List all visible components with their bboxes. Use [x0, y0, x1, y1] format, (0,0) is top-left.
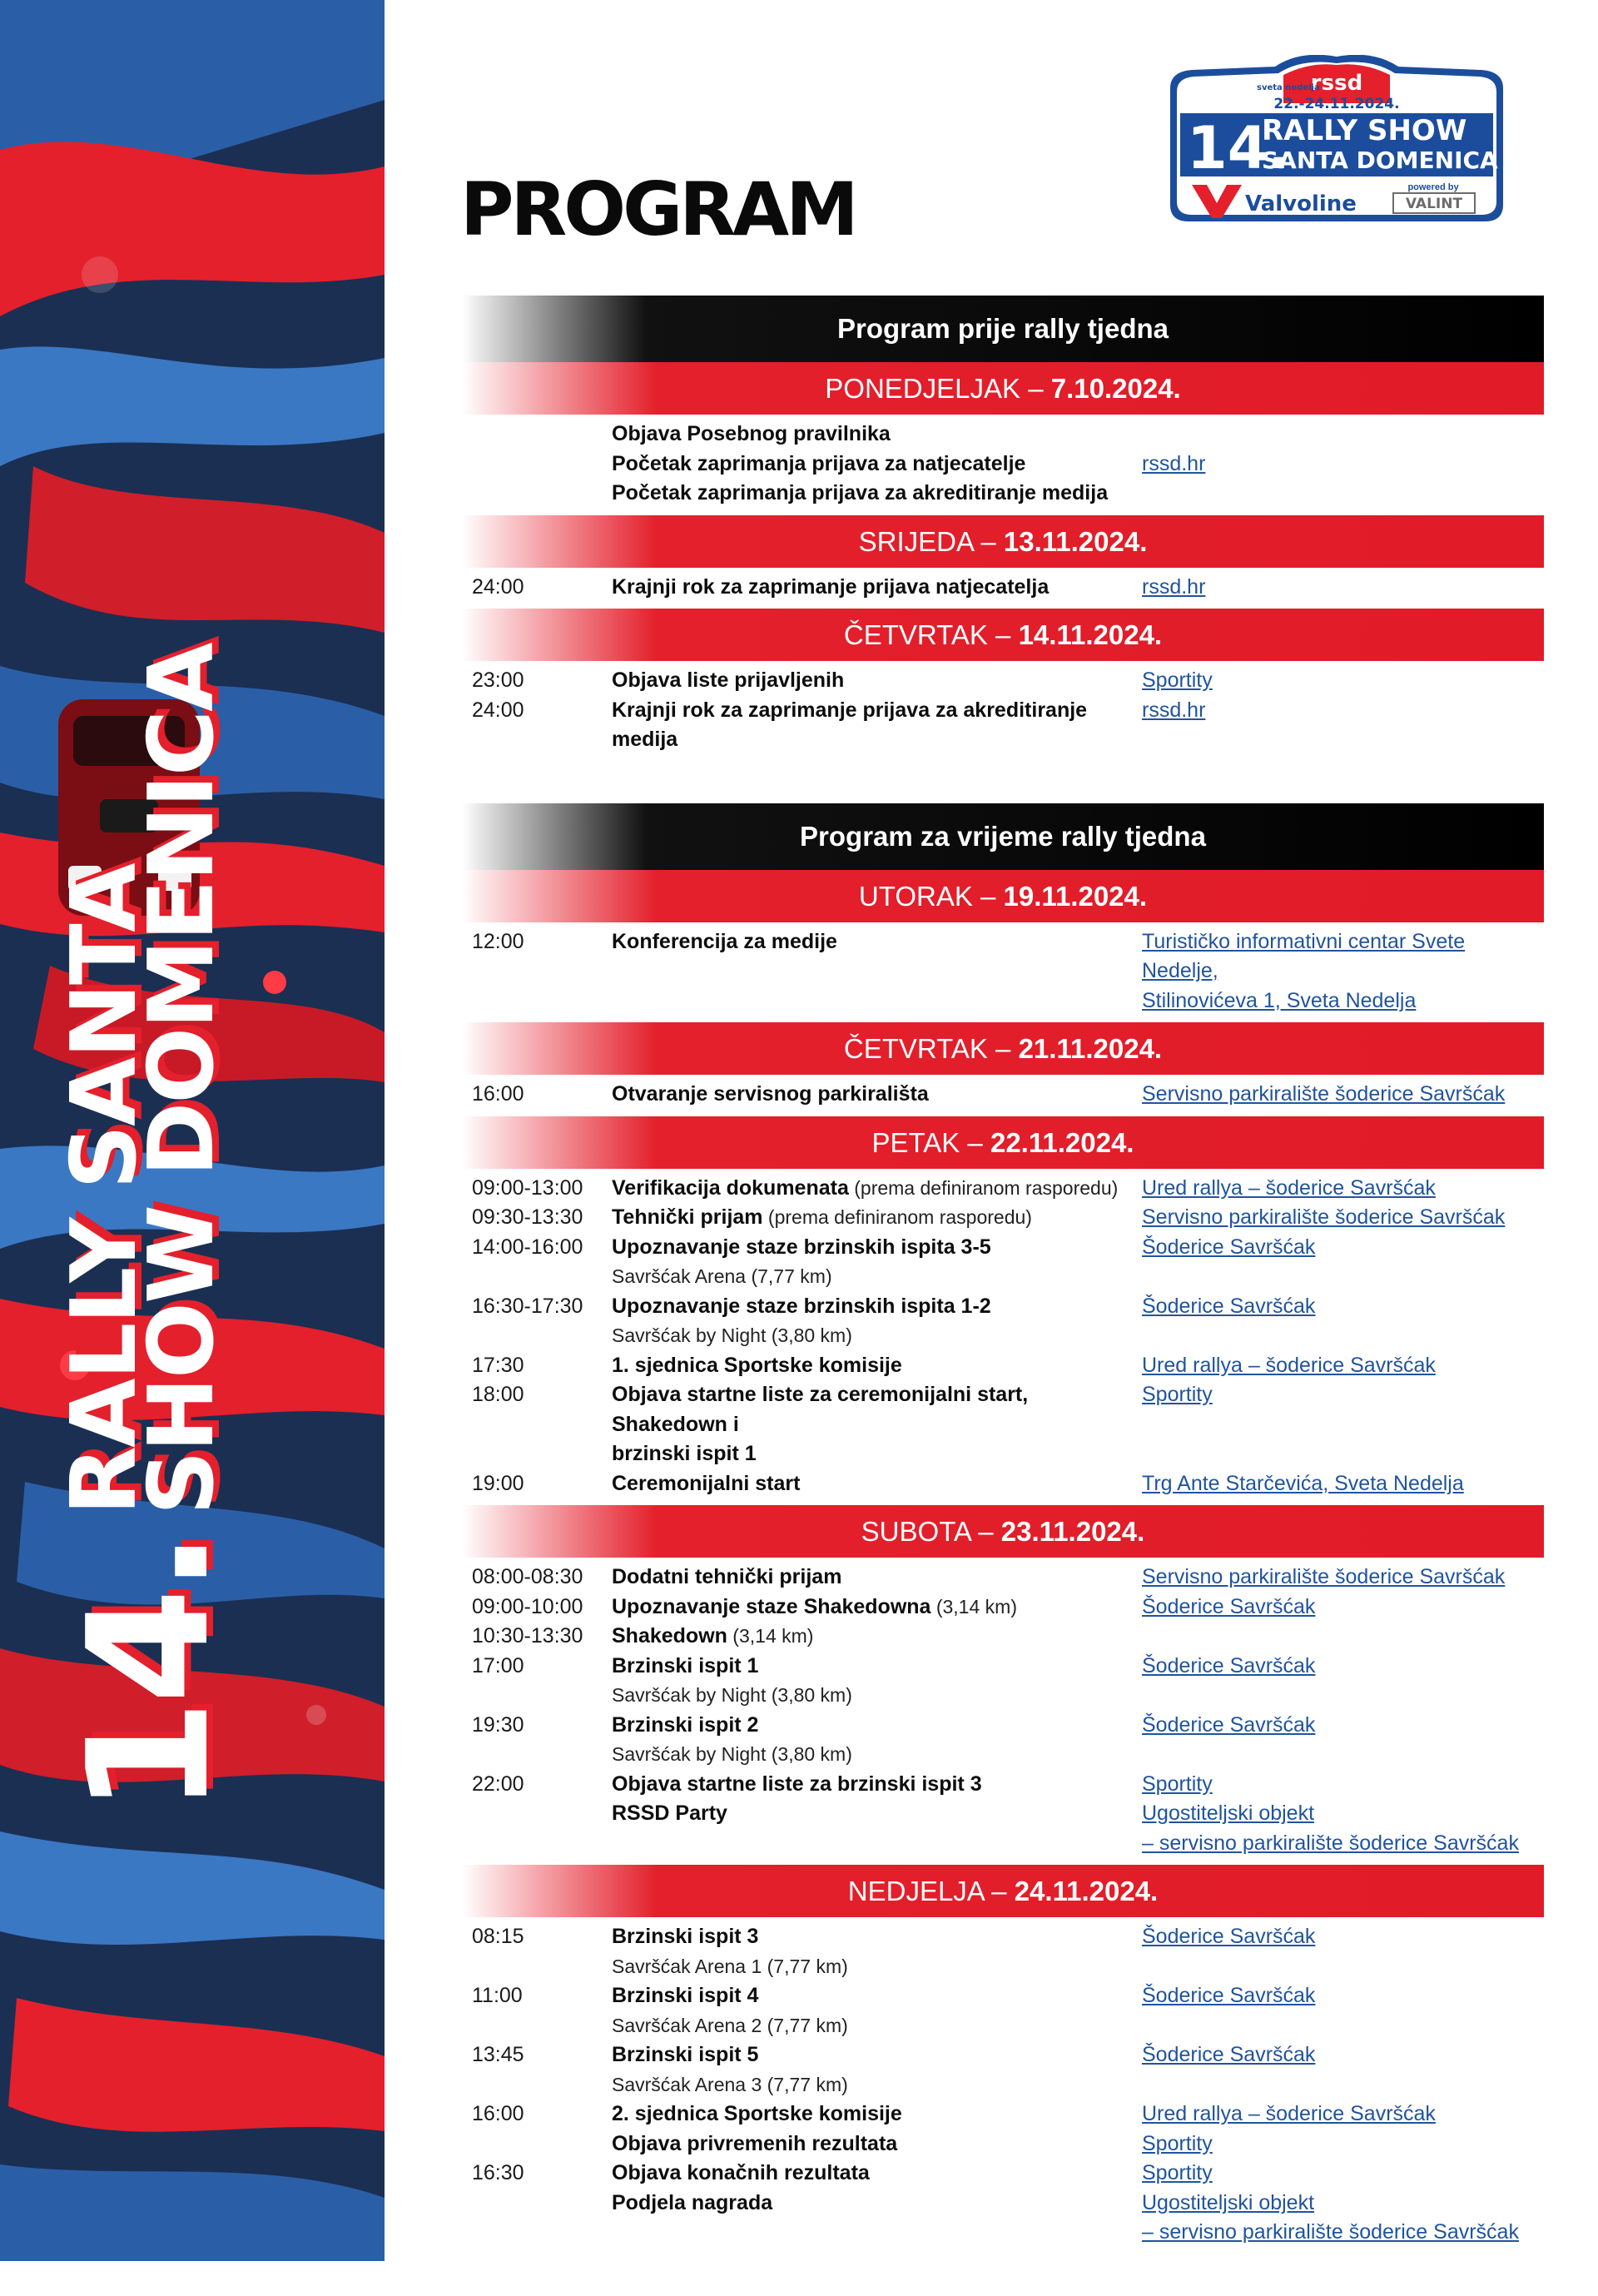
- event-title: 1. sjednica Sportske komisije: [612, 1353, 902, 1377]
- event-name: [612, 927, 1142, 957]
- event-location: [1142, 1351, 1544, 1381]
- day-name: PONEDJELJAK: [825, 373, 1021, 404]
- schedule-row: [462, 1652, 1544, 1711]
- location-link[interactable]: Sportity: [1142, 668, 1213, 692]
- event-time: 16:00: [472, 1082, 524, 1106]
- event-details: [612, 1351, 1142, 1381]
- event-title: Upoznavanje staze brzinskih ispita 1-2: [612, 1294, 991, 1318]
- event-location: [1142, 1799, 1544, 1858]
- event-title: 2. sjednica Sportske komisije: [612, 2102, 902, 2125]
- day-header: ČETVRTAK – 21.11.2024.: [462, 1022, 1544, 1075]
- event-title: Tehnički prijam: [612, 1205, 763, 1229]
- event-name: [612, 666, 1142, 696]
- day-name: UTORAK: [858, 880, 973, 912]
- event-time: [462, 2130, 612, 2159]
- event-location: [1142, 1292, 1544, 1351]
- location-link[interactable]: Šoderice Savršćak: [1142, 1925, 1316, 1948]
- event-details: [612, 479, 1142, 509]
- event-title: Krajnji rok za zaprimanje prijava za akreditiranje medija: [612, 698, 1088, 751]
- event-time: 09:30-13:30: [472, 1205, 583, 1229]
- day-schedule: [462, 661, 1544, 762]
- location-blank: [1142, 1622, 1544, 1652]
- event-title: Objava konačnih rezultata: [612, 2161, 870, 2184]
- day-schedule: [462, 1075, 1544, 1116]
- schedule-row: [462, 1799, 1544, 1858]
- schedule-row: [462, 1292, 1544, 1351]
- event-time: 23:00: [472, 668, 524, 692]
- day-header: SRIJEDA – 13.11.2024.: [462, 515, 1544, 568]
- event-title: Brzinski ispit 3: [612, 1925, 759, 1948]
- event-details: [612, 927, 1142, 1016]
- event-name: [612, 1203, 1142, 1233]
- event-title: Objava Posebnog pravilnika: [612, 422, 891, 445]
- event-name-cont: brzinski ispit 1: [612, 1442, 757, 1465]
- event-name: [612, 1233, 1142, 1263]
- location-link[interactable]: Trg Ante Starčevića, Sveta Nedelja: [1142, 1471, 1464, 1495]
- event-time: 16:30: [472, 2161, 524, 2184]
- event-details: [612, 1922, 1142, 1981]
- event-note: (3,14 km): [727, 1625, 814, 1647]
- day-name: ČETVRTAK: [843, 619, 988, 650]
- event-name: [612, 420, 1142, 450]
- day-header: SUBOTA – 23.11.2024.: [462, 1505, 1544, 1558]
- location-link[interactable]: Ugostiteljski objekt: [1142, 1802, 1315, 1825]
- location-link[interactable]: – servisno parkiralište šoderice Savršćak: [1142, 2220, 1519, 2244]
- event-title: Otvaranje servisnog parkirališta: [612, 1082, 929, 1106]
- location-link[interactable]: Šoderice Savršćak: [1142, 1235, 1316, 1259]
- day-date: 23.11.2024.: [1000, 1516, 1145, 1547]
- location-link[interactable]: rssd.hr: [1142, 574, 1206, 599]
- event-name: [612, 1770, 1142, 1800]
- event-name: [612, 1652, 1142, 1682]
- section-title: Program za vrijeme rally tjedna: [462, 803, 1544, 870]
- logo-dates: 22.-24.11.2024.: [1273, 96, 1400, 112]
- event-location: [1142, 1622, 1544, 1652]
- event-location: [1142, 2159, 1544, 2189]
- location-blank: [1142, 479, 1544, 509]
- event-name: [612, 573, 1142, 603]
- event-name: [612, 1469, 1142, 1499]
- schedule-row: [462, 2189, 1544, 2248]
- event-title: RSSD Party: [612, 1802, 727, 1825]
- location-link[interactable]: rssd.hr: [1142, 451, 1206, 475]
- event-location: [1142, 2130, 1544, 2159]
- event-time: 12:00: [472, 929, 524, 953]
- logo-org: rssd: [1310, 71, 1363, 96]
- schedule-row: [462, 479, 1544, 509]
- event-name: [612, 1922, 1142, 1952]
- section-title: Program prije rally tjedna: [462, 296, 1544, 362]
- event-name: [612, 1080, 1142, 1110]
- event-details: [612, 2100, 1142, 2130]
- schedule-row: [462, 1981, 1544, 2040]
- event-location: [1142, 2040, 1544, 2100]
- event-location: [1142, 1593, 1544, 1623]
- day-schedule: [462, 1558, 1544, 1865]
- schedule-row: [462, 2130, 1544, 2159]
- event-details: [612, 1770, 1142, 1800]
- event-location: [1142, 1469, 1544, 1499]
- event-location: [1142, 1770, 1544, 1800]
- event-details: [612, 1174, 1142, 1204]
- event-note: (3,14 km): [931, 1595, 1017, 1618]
- schedule-row: [462, 1080, 1544, 1110]
- event-title: Brzinski ispit 1: [612, 1653, 759, 1677]
- logo-partner: sveta nedelja: [1257, 83, 1320, 92]
- event-time: [462, 479, 612, 509]
- event-title: Podjela nagrada: [612, 2190, 773, 2214]
- location-link[interactable]: Turističko informativni centar Svete Nedelje,: [1142, 929, 1466, 982]
- event-location: [1142, 2189, 1544, 2248]
- event-location: [1142, 927, 1544, 1016]
- event-stage-info: Savršćak by Night (3,80 km): [612, 1324, 852, 1346]
- event-details: [612, 2189, 1142, 2248]
- event-details: [612, 2040, 1142, 2100]
- event-name: [612, 2159, 1142, 2189]
- schedule-row: [462, 1770, 1544, 1800]
- day-name: ČETVRTAK: [843, 1033, 988, 1064]
- event-title: Verifikacija dokumenata: [612, 1175, 849, 1200]
- event-stage-info: Savršćak by Night (3,80 km): [612, 1743, 852, 1765]
- location-link[interactable]: – servisno parkiralište šoderice Savršćak: [1142, 1831, 1519, 1855]
- schedule-row: [462, 1711, 1544, 1770]
- event-details: [612, 1203, 1142, 1233]
- location-link[interactable]: Sportity: [1142, 2131, 1213, 2155]
- event-title: Objava liste prijavljenih: [612, 668, 845, 692]
- schedule-row: [462, 573, 1544, 603]
- vertical-edition-number: 14.: [52, 1534, 246, 1815]
- location-link[interactable]: Šoderice Savršćak: [1142, 1294, 1316, 1318]
- day-name: PETAK: [871, 1126, 960, 1158]
- event-details: [612, 1563, 1142, 1593]
- event-stage-info: Savršćak Arena (7,77 km): [612, 1265, 832, 1287]
- event-location: [1142, 1652, 1544, 1711]
- side-artwork-panel: [0, 0, 385, 2261]
- event-name: [612, 1711, 1142, 1741]
- day-schedule: [462, 922, 1544, 1023]
- event-title: Brzinski ispit 5: [612, 2043, 759, 2066]
- location-link[interactable]: Šoderice Savršćak: [1142, 1594, 1316, 1618]
- logo-edition: 14.: [1187, 114, 1291, 182]
- vertical-line-2: SHOW DOMENICA: [129, 644, 234, 1516]
- event-time: 24:00: [472, 574, 524, 599]
- event-details: [612, 1799, 1142, 1858]
- day-header: PONEDJELJAK – 7.10.2024.: [462, 362, 1544, 415]
- event-location: [1142, 1922, 1544, 1981]
- schedule-row: [462, 1563, 1544, 1593]
- event-location: [1142, 450, 1544, 480]
- location-link[interactable]: Stilinovićeva 1, Sveta Nedelja: [1142, 988, 1417, 1012]
- event-time: 19:00: [472, 1471, 524, 1495]
- schedule-row: [462, 1351, 1544, 1381]
- event-title: Ceremonijalni start: [612, 1471, 801, 1495]
- event-details: [612, 1292, 1142, 1351]
- location-link[interactable]: Šoderice Savršćak: [1142, 1653, 1316, 1677]
- logo-sponsor-2: VALINT: [1405, 196, 1463, 212]
- location-link[interactable]: Servisno parkiralište šoderice Savršćak: [1142, 1205, 1506, 1229]
- program-section: [462, 803, 1544, 2254]
- event-details: [612, 2130, 1142, 2159]
- event-name: [612, 1380, 1142, 1439]
- event-stage-info: Savršćak by Night (3,80 km): [612, 1684, 852, 1706]
- event-time: 09:00-13:00: [472, 1175, 583, 1200]
- event-name: [612, 1981, 1142, 2011]
- event-name: [612, 1622, 1142, 1652]
- event-location: [1142, 1711, 1544, 1770]
- schedule-row: [462, 2040, 1544, 2100]
- event-time: 08:00-08:30: [472, 1565, 583, 1588]
- event-location: [1142, 573, 1544, 603]
- event-title: Konferencija za medije: [612, 929, 837, 953]
- event-title: Početak zaprimanja prijava za akreditiranje medija: [612, 481, 1109, 504]
- day-header: NEDJELJA – 24.11.2024.: [462, 1865, 1544, 1917]
- event-details: [612, 696, 1142, 755]
- event-name: [612, 696, 1142, 755]
- day-schedule: [462, 1169, 1544, 1506]
- location-link[interactable]: rssd.hr: [1142, 698, 1206, 722]
- event-location: [1142, 1174, 1544, 1204]
- location-link[interactable]: Ured rallya – šoderice Savršćak: [1142, 1353, 1436, 1377]
- location-link[interactable]: Servisno parkiralište šoderice Savršćak: [1142, 1565, 1506, 1588]
- event-location: [1142, 1233, 1544, 1292]
- event-details: [612, 420, 1142, 450]
- day-header: UTORAK – 19.11.2024.: [462, 870, 1544, 922]
- location-link[interactable]: Servisno parkiralište šoderice Savršćak: [1142, 1082, 1506, 1106]
- vertical-event-title: [52, 644, 246, 1815]
- day-schedule: [462, 415, 1544, 515]
- event-title: Dodatni tehnički prijam: [612, 1565, 842, 1588]
- location-link[interactable]: Ugostiteljski objekt: [1142, 2190, 1315, 2214]
- location-link[interactable]: Šoderice Savršćak: [1142, 2043, 1316, 2066]
- schedule-row: [462, 2100, 1544, 2130]
- event-location: [1142, 1080, 1544, 1110]
- event-details: [612, 450, 1142, 480]
- event-name: [612, 1563, 1142, 1593]
- event-details: [612, 1981, 1142, 2040]
- event-title: Objava startne liste za ceremonijalni start, Shakedown i: [612, 1383, 1029, 1436]
- event-time: 24:00: [472, 698, 524, 722]
- event-title: Objava startne liste za brzinski ispit 3: [612, 1772, 982, 1796]
- program-section: [462, 296, 1544, 762]
- event-title: Brzinski ispit 2: [612, 1712, 759, 1737]
- page-title: PROGRAM: [460, 166, 856, 252]
- event-time: 10:30-13:30: [472, 1624, 583, 1647]
- schedule-row: [462, 1622, 1544, 1652]
- schedule-row: [462, 1469, 1544, 1499]
- event-details: [612, 1080, 1142, 1110]
- event-name: [612, 1799, 1142, 1829]
- event-note: (prema definiranom rasporedu): [848, 1176, 1119, 1199]
- event-time: 16:00: [472, 2102, 524, 2125]
- event-name: [612, 1351, 1142, 1381]
- event-stage-info: Savršćak Arena 2 (7,77 km): [612, 2014, 848, 2036]
- location-link[interactable]: Sportity: [1142, 2161, 1213, 2184]
- event-details: [612, 1469, 1142, 1499]
- location-blank: [1142, 420, 1544, 450]
- day-schedule: [462, 568, 1544, 609]
- event-name: [612, 1593, 1142, 1623]
- day-date: 22.11.2024.: [990, 1126, 1134, 1158]
- day-date: 19.11.2024.: [1003, 880, 1148, 912]
- event-details: [612, 1711, 1142, 1770]
- event-title: Upoznavanje staze Shakedowna: [612, 1594, 931, 1618]
- event-title: Krajnji rok za zaprimanje prijava natjecatelja: [612, 574, 1050, 599]
- day-date: 13.11.2024.: [1003, 525, 1148, 557]
- event-location: [1142, 1203, 1544, 1233]
- schedule-row: [462, 1593, 1544, 1623]
- event-time: 08:15: [472, 1925, 524, 1948]
- event-time: [462, 450, 612, 480]
- event-details: [612, 573, 1142, 603]
- event-stage-info: Savršćak Arena 3 (7,77 km): [612, 2073, 848, 2095]
- location-link[interactable]: Šoderice Savršćak: [1142, 1712, 1316, 1737]
- event-location: [1142, 479, 1544, 509]
- event-time: [462, 2189, 612, 2248]
- schedule-row: [462, 927, 1544, 1016]
- event-details: [612, 2159, 1142, 2189]
- event-time: 13:45: [472, 2043, 524, 2066]
- event-stage-info: Savršćak Arena 1 (7,77 km): [612, 1955, 848, 1977]
- event-details: [612, 1652, 1142, 1711]
- day-date: 21.11.2024.: [1018, 1033, 1163, 1064]
- event-title: Upoznavanje staze brzinskih ispita 3-5: [612, 1235, 991, 1259]
- logo-sponsor-1: Valvoline: [1245, 191, 1357, 216]
- event-details: [612, 1380, 1142, 1469]
- day-name: NEDJELJA: [847, 1876, 984, 1906]
- event-time: [462, 1799, 612, 1858]
- logo-powered-by: powered by: [1407, 182, 1459, 192]
- event-name: [612, 2040, 1142, 2070]
- event-location: [1142, 1981, 1544, 2040]
- event-location: [1142, 696, 1544, 755]
- event-name: [612, 450, 1142, 480]
- location-link[interactable]: Sportity: [1142, 1772, 1213, 1796]
- event-location: [1142, 420, 1544, 450]
- event-details: [612, 1593, 1142, 1623]
- day-schedule: [462, 1917, 1544, 2254]
- event-name: [612, 1174, 1142, 1204]
- location-link[interactable]: Ured rallya – šoderice Savršćak: [1142, 1175, 1436, 1200]
- event-location: [1142, 1380, 1544, 1469]
- event-time: 16:30-17:30: [472, 1294, 583, 1318]
- schedule-row: [462, 1174, 1544, 1204]
- schedule-row: [462, 420, 1544, 450]
- event-time: 14:00-16:00: [472, 1235, 583, 1259]
- day-header: ČETVRTAK – 14.11.2024.: [462, 609, 1544, 661]
- event-title: Brzinski ispit 4: [612, 1984, 759, 2007]
- logo-event-line2: SANTA DOMENICA: [1262, 147, 1498, 174]
- event-location: [1142, 1563, 1544, 1593]
- schedule-row: [462, 696, 1544, 755]
- location-link[interactable]: Ured rallya – šoderice Savršćak: [1142, 2102, 1436, 2125]
- day-name: SUBOTA: [861, 1516, 971, 1547]
- event-logo: [1159, 55, 1515, 226]
- event-time: 18:00: [472, 1383, 524, 1406]
- event-name: [612, 1292, 1142, 1322]
- event-note: (prema definiranom rasporedu): [762, 1206, 1032, 1228]
- day-header: PETAK – 22.11.2024.: [462, 1116, 1544, 1169]
- event-name: [612, 479, 1142, 509]
- event-time: 22:00: [472, 1772, 524, 1796]
- event-name: [612, 2100, 1142, 2130]
- event-title: Objava privremenih rezultata: [612, 2131, 898, 2155]
- day-name: SRIJEDA: [858, 525, 974, 557]
- event-details: [612, 1233, 1142, 1292]
- event-title: Shakedown: [612, 1624, 727, 1647]
- day-date: 7.10.2024.: [1050, 373, 1181, 404]
- location-link[interactable]: Šoderice Savršćak: [1142, 1984, 1316, 2007]
- schedule-row: [462, 666, 1544, 696]
- event-time: 17:00: [472, 1653, 524, 1677]
- event-location: [1142, 2100, 1544, 2130]
- location-link[interactable]: Sportity: [1142, 1383, 1213, 1406]
- program-schedule: [462, 296, 1544, 2296]
- event-time: [462, 420, 612, 450]
- schedule-row: [462, 1380, 1544, 1469]
- event-name: [612, 2189, 1142, 2219]
- event-time: 09:00-10:00: [472, 1594, 583, 1618]
- day-date: 14.11.2024.: [1018, 619, 1163, 650]
- schedule-row: [462, 450, 1544, 480]
- vertical-line-1: RALLY SANTA: [52, 864, 156, 1516]
- event-time: 17:30: [472, 1353, 524, 1377]
- event-title: Početak zaprimanja prijava za natjecatelje: [612, 451, 1026, 475]
- event-name: [612, 2130, 1142, 2159]
- schedule-row: [462, 1203, 1544, 1233]
- event-details: [612, 666, 1142, 696]
- event-location: [1142, 666, 1544, 696]
- schedule-row: [462, 1922, 1544, 1981]
- schedule-row: [462, 1233, 1544, 1292]
- logo-event-line1: RALLY SHOW: [1262, 114, 1467, 147]
- event-details: [612, 1622, 1142, 1652]
- event-time: 19:30: [472, 1712, 524, 1737]
- schedule-row: [462, 2159, 1544, 2189]
- event-time: 11:00: [472, 1984, 523, 2007]
- day-date: 24.11.2024.: [1014, 1876, 1159, 1906]
